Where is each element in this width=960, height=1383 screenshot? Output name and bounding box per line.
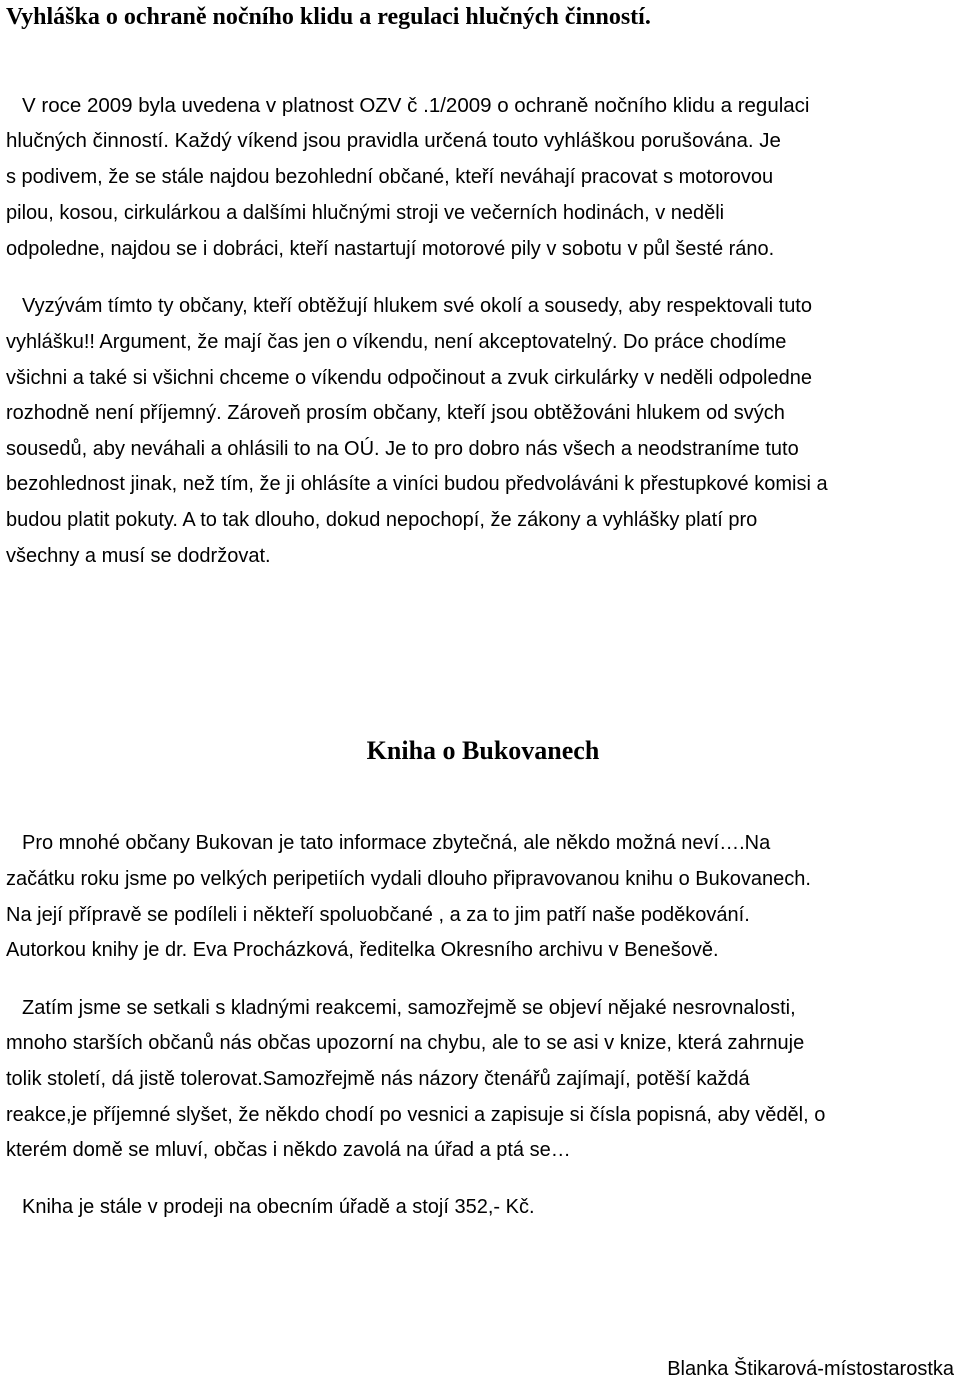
text-line: všechny a musí se dodržovat. xyxy=(6,545,271,567)
text-line: začátku roku jsme po velkých peripetiích vydali dlouho připravovanou knihu o Bukovanech. xyxy=(6,868,811,890)
text-line: Pro mnohé občany Bukovan je tato informace zbytečná, ale někdo možná neví….Na xyxy=(22,832,771,854)
text-line: hlučných činností. Každý víkend jsou pravidla určená touto vyhláškou porušována. Je xyxy=(6,129,781,152)
text-line: Zatím jsme se setkali s kladnými reakcemi, samozřejmě se objeví nějaké nesrovnalosti, xyxy=(22,997,796,1019)
text-line: Vyzývám tímto ty občany, kteří obtěžují hlukem své okolí a sousedy, aby respektovali tuto xyxy=(22,295,812,317)
article-title-kniha: Kniha o Bukovanech xyxy=(366,736,600,765)
text-line: odpoledne, najdou se i dobráci, kteří nastartují motorové pily v sobotu v půl šesté ráno. xyxy=(6,238,775,260)
text-line: Kniha je stále v prodeji na obecním úřadě a stojí 352,- Kč. xyxy=(22,1196,535,1218)
text-line: rozhodně není příjemný. Zároveň prosím občany, kteří jsou obtěžováni hlukem od svých xyxy=(6,402,785,424)
text-line: všichni a také si všichni chceme o víkendu odpočinout a zvuk cirkulárky v neděli odpoledne xyxy=(6,367,812,389)
text-line: mnoho starších občanů nás občas upozorní na chybu, ale to se asi v knize, která zahrnuje xyxy=(6,1032,805,1054)
article-title-vyhlaska: Vyhláška o ochraně nočního klidu a regulaci hlučných činností. xyxy=(6,4,651,30)
text-line: reakce,je příjemné slyšet, že někdo chodí po vesnici a zapisuje si čísla popisná, aby věděl, o xyxy=(6,1104,826,1126)
text-line: Na její přípravě se podíleli i někteří spoluobčané , a za to jim patří naše poděkování. xyxy=(6,904,750,926)
text-line: kterém domě se mluví, občas i někdo zavolá na úřad a ptá se… xyxy=(6,1139,571,1161)
text-line: bezohlednost jinak, než tím, že ji ohlásíte a viníci budou předvoláváni k přestupkové komisi a xyxy=(6,473,828,495)
text-line: s podivem, že se stále najdou bezohlední občané, kteří neváhají pracovat s motorovou xyxy=(6,166,774,188)
text-line: tolik století, dá jistě tolerovat.Samozřejmě nás názory čtenářů zajímají, potěší každá xyxy=(6,1068,750,1090)
text-line: V roce 2009 byla uvedena v platnost OZV č .1/2009 o ochraně nočního klidu a regulaci xyxy=(22,94,810,117)
text-line: Autorkou knihy je dr. Eva Procházková, ředitelka Okresního archivu v Benešově. xyxy=(6,939,719,961)
text-line: vyhlášku!! Argument, že mají čas jen o víkendu, není akceptovatelný. Do práce chodíme xyxy=(6,331,787,353)
signature: Blanka Štikarová-místostarostka xyxy=(667,1358,954,1380)
text-line: budou platit pokuty. A to tak dlouho, dokud nepochopí, že zákony a vyhlášky platí pro xyxy=(6,509,758,531)
text-line: pilou, kosou, cirkulárkou a dalšími hlučnými stroji ve večerních hodinách, v neděli xyxy=(6,202,725,224)
text-line: sousedů, aby neváhali a ohlásili to na OÚ. Je to pro dobro nás všech a neodstraníme tuto xyxy=(6,438,799,460)
